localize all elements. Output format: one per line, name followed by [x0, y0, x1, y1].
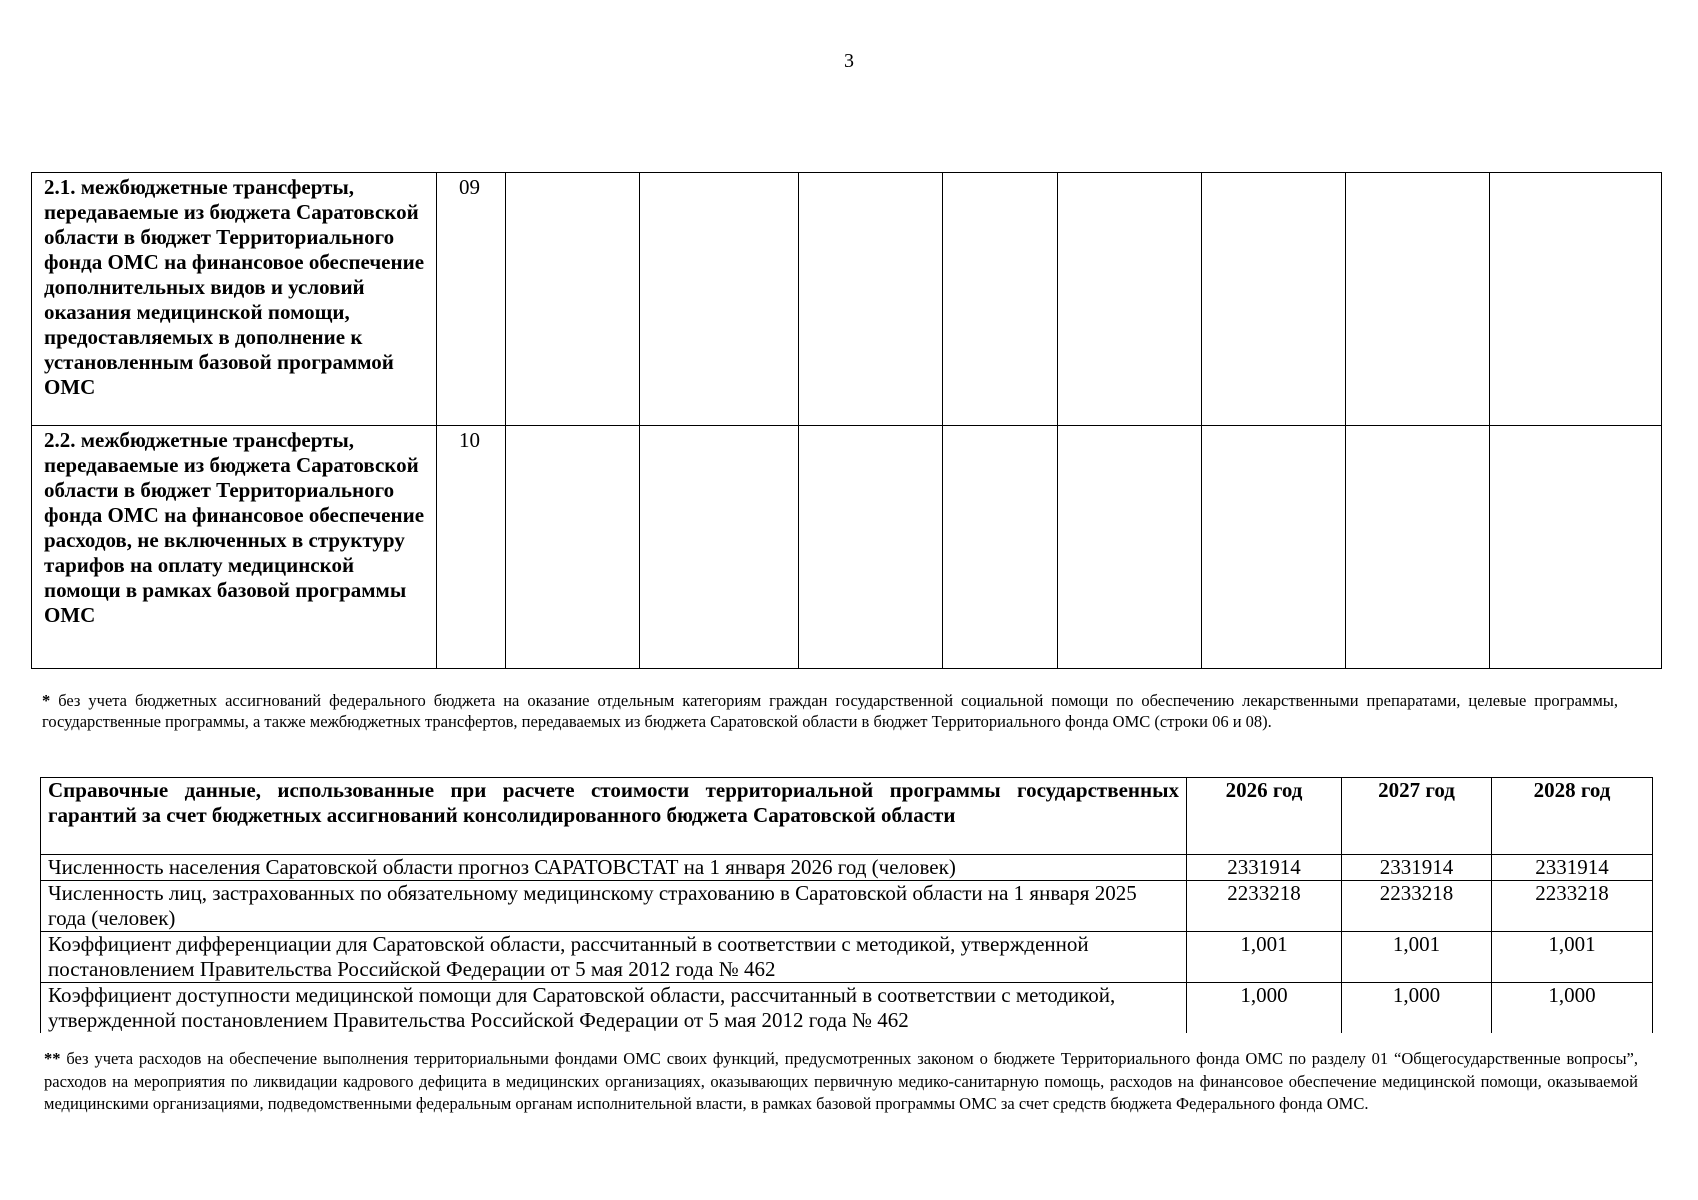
page-number: 3: [844, 50, 854, 72]
year-header: 2028 год: [1492, 778, 1653, 855]
footnote-text: без учета расходов на обеспечение выполнения территориальными фондами ОМС своих функций, предусмотренных законом о бюджете Территориального фонда ОМС по разделу 01 “Общегосударственные вопросы”, расходов на мероприятия по ликвидации кадрового дефицита в медицинских организациях, оказывающих первичную медико-санитарную помощь, расходов на финансовое обеспечение медицинской помощи, оказываемой медицинскими организациями, подведомственными федеральным органам исполнительной власти, в рамках базовой программы ОМС за счет средств бюджета Федерального фонда ОМС.: [44, 1049, 1638, 1113]
row-value: 2331914: [1187, 855, 1342, 881]
row-label: Коэффициент доступности медицинской помощи для Саратовской области, рассчитанный в соответствии с методикой, утвержденной постановлением Правительства Российской Федерации от 5 мая 2012 года № 462: [41, 983, 1187, 1034]
row-value: 1,000: [1492, 983, 1653, 1034]
row-value: 1,001: [1342, 932, 1492, 983]
table-header-row: [41, 778, 1653, 855]
funding-table: [31, 172, 1662, 669]
row-label: Численность лиц, застрахованных по обязательному медицинскому страхованию в Саратовской области на 1 января 2025 года (человек): [41, 881, 1187, 932]
row-code: 09: [437, 173, 506, 426]
row-value: 2331914: [1342, 855, 1492, 881]
table-row: [41, 932, 1653, 983]
table-header: Справочные данные, использованные при расчете стоимости территориальной программы государственных гарантий за счет бюджетных ассигнований консолидированного бюджета Саратовской области: [48, 778, 1179, 827]
empty-cell: [1202, 173, 1346, 426]
empty-cell: [640, 426, 799, 669]
row-value: 1,001: [1187, 932, 1342, 983]
footnote-text: без учета бюджетных ассигнований федерального бюджета на оказание отдельным категориям граждан государственной социальной помощи по обеспечению лекарственными препаратами, целевые программы, государственные программы, а также межбюджетных трансфертов, передаваемых из бюджета Саратовской области в бюджет Территориального фонда ОМС (строки 06 и 08).: [42, 691, 1618, 731]
row-value: 1,001: [1492, 932, 1653, 983]
table-row: [41, 983, 1653, 1034]
empty-cell: [1490, 173, 1662, 426]
empty-cell: [506, 173, 640, 426]
table-row: [32, 426, 1662, 669]
empty-cell: [1058, 426, 1202, 669]
empty-cell: [506, 426, 640, 669]
row-label: 2.2. межбюджетные трансферты, передаваемые из бюджета Саратовской области в бюджет Территориального фонда ОМС на финансовое обеспечение расходов, не включенных в структуру тарифов на оплату медицинской помощи в рамках базовой программы ОМС: [32, 426, 437, 669]
row-label: Коэффициент дифференциации для Саратовской области, рассчитанный в соответствии с методикой, утвержденной постановлением Правительства Российской Федерации от 5 мая 2012 года № 462: [41, 932, 1187, 983]
table-row: [32, 173, 1662, 426]
empty-cell: [799, 426, 943, 669]
row-label: Численность населения Саратовской области прогноз САРАТОВСТАТ на 1 января 2026 год (человек): [41, 855, 1187, 881]
year-header: 2027 год: [1342, 778, 1492, 855]
empty-cell: [943, 426, 1058, 669]
empty-cell: [1490, 426, 1662, 669]
row-code: 10: [437, 426, 506, 669]
row-value: 2233218: [1492, 881, 1653, 932]
row-value: 2331914: [1492, 855, 1653, 881]
footnote-double-star: [44, 1048, 1638, 1116]
row-value: 2233218: [1187, 881, 1342, 932]
footnote-marker: **: [44, 1049, 61, 1068]
empty-cell: [1346, 426, 1490, 669]
table-row: [41, 881, 1653, 932]
empty-cell: [640, 173, 799, 426]
row-value: 1,000: [1187, 983, 1342, 1034]
reference-data-table: [40, 777, 1653, 1033]
empty-cell: [799, 173, 943, 426]
empty-cell: [1346, 173, 1490, 426]
footnote-marker: *: [42, 691, 51, 710]
row-value: 1,000: [1342, 983, 1492, 1034]
row-label: 2.1. межбюджетные трансферты, передаваемые из бюджета Саратовской области в бюджет Территориального фонда ОМС на финансовое обеспечение дополнительных видов и условий оказания медицинской помощи, предоставляемых в дополнение к установленным базовой программой ОМС: [32, 173, 437, 426]
table-row: [41, 855, 1653, 881]
empty-cell: [943, 173, 1058, 426]
year-header: 2026 год: [1187, 778, 1342, 855]
footnote-single-star: [42, 690, 1618, 732]
empty-cell: [1202, 426, 1346, 669]
empty-cell: [1058, 173, 1202, 426]
row-value: 2233218: [1342, 881, 1492, 932]
